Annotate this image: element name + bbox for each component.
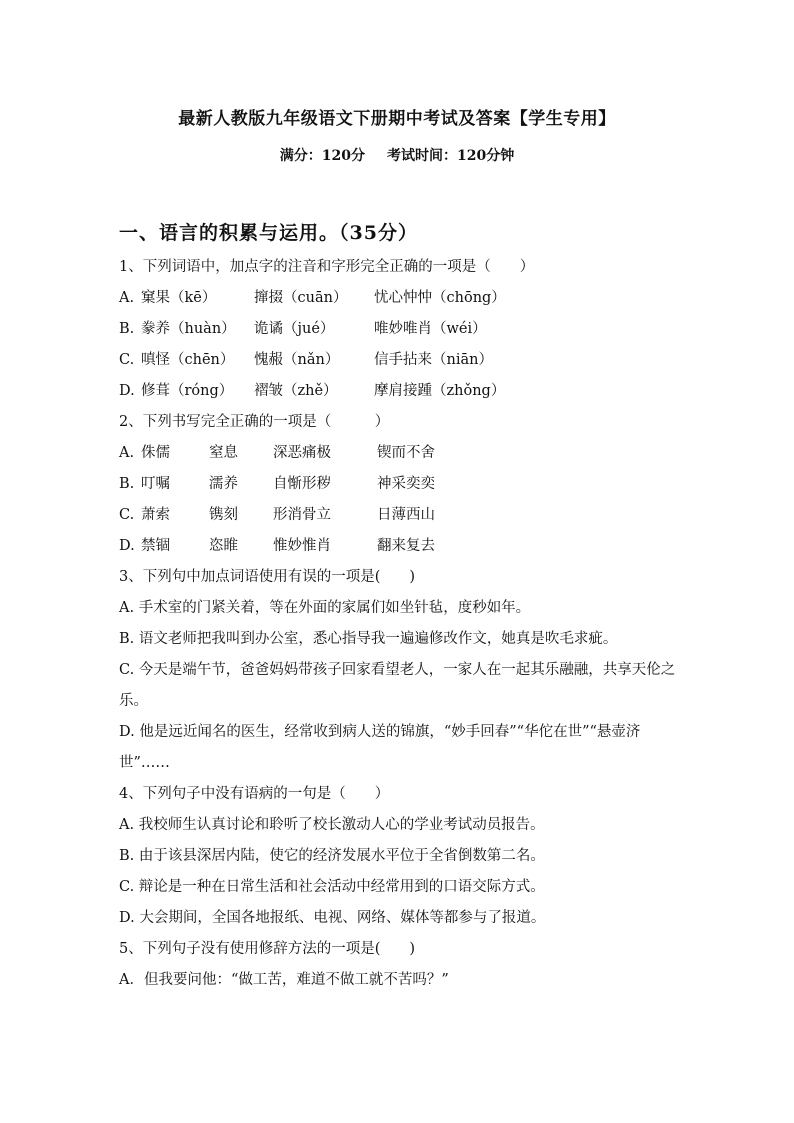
question-5-option-a: A．但我要问他：“做工苦，难道不做工就不苦吗？” <box>119 972 449 988</box>
document-title: 最新人教版九年级语文下册期中考试及答案【学生专用】 <box>178 109 616 129</box>
option-term: 锲而不舍 <box>377 445 435 461</box>
question-2-option-b <box>119 469 679 500</box>
question-1-option-d <box>119 376 679 407</box>
option-term: 修葺（róng） <box>141 383 234 399</box>
question-5-stem: 5、下列句子没有使用修辞方法的一项是( ) <box>119 941 416 957</box>
question-2-option-c <box>119 500 679 531</box>
question-3-option-d: D. 他是远近闻名的医生，经常收到病人送的锦旗，“妙手回春”“华佗在世”“悬壶济世”…… <box>119 724 641 771</box>
option-term: 唯妙唯肖（wéi） <box>374 321 487 337</box>
option-term: 神采奕奕 <box>377 476 435 492</box>
option-term: 叮嘱 <box>141 476 170 492</box>
option-term: 深恶痛极 <box>273 445 331 461</box>
section-heading: 一、语言的积累与运用。（35分） <box>119 222 418 244</box>
question-4-stem: 4、下列句子中没有语病的一句是（ ） <box>119 786 390 802</box>
question-list <box>119 252 679 996</box>
question-4-option-c: C. 辩论是一种在日常生活和社会活动中经常用到的口语交际方式。 <box>119 879 545 895</box>
question-2-option-d <box>119 531 679 562</box>
option-term: 褶皱（zhě） <box>254 383 338 399</box>
option-term: 窠果（kē） <box>141 290 217 306</box>
question-2-option-a <box>119 438 679 469</box>
option-term: 愧赧（nǎn） <box>254 352 340 368</box>
option-term: 萧索 <box>141 507 170 523</box>
option-term: 诡谲（jué） <box>254 321 335 337</box>
option-label: B. <box>119 476 135 492</box>
option-label: D. <box>119 538 135 554</box>
option-term: 摩肩接踵（zhǒng） <box>374 383 506 399</box>
option-term: 自惭形秽 <box>273 476 331 492</box>
question-4-option-a: A. 我校师生认真讨论和聆听了校长激动人心的学业考试动员报告。 <box>119 817 545 833</box>
option-term: 侏儒 <box>141 445 170 461</box>
option-term: 恣睢 <box>209 538 238 554</box>
question-3-option-a: A. 手术室的门紧关着，等在外面的家属们如坐针毡，度秒如年。 <box>119 600 531 616</box>
option-term: 日薄西山 <box>377 507 435 523</box>
option-label: C. <box>119 507 135 523</box>
option-term: 窒息 <box>209 445 238 461</box>
option-term: 镌刻 <box>209 507 238 523</box>
option-label: C. <box>119 352 135 368</box>
question-1-option-b <box>119 314 679 345</box>
option-term: 濡养 <box>209 476 238 492</box>
option-term: 撺掇（cuān） <box>254 290 348 306</box>
question-3-option-c: C. 今天是端午节，爸爸妈妈带孩子回家看望老人，一家人在一起其乐融融，共享天伦之乐。 <box>119 662 676 709</box>
option-label: A. <box>119 445 135 461</box>
question-3-stem: 3、下列句中加点词语使用有误的一项是( ) <box>119 569 416 585</box>
option-term: 形消骨立 <box>273 507 331 523</box>
question-3-option-b: B. 语文老师把我叫到办公室，悉心指导我一遍遍修改作文，她真是吹毛求疵。 <box>119 631 618 647</box>
exam-meta <box>0 145 794 165</box>
exam-time: 考试时间：120分钟 <box>387 148 515 164</box>
question-2-stem: 2、下列书写完全正确的一项是（ ） <box>119 414 390 430</box>
question-1-option-c <box>119 345 679 376</box>
question-1-stem: 1、下列词语中，加点字的注音和字形完全正确的一项是（ ） <box>119 259 535 275</box>
option-term: 惟妙惟肖 <box>273 538 331 554</box>
option-label: B. <box>119 321 135 337</box>
option-term: 信手拈来（niān） <box>374 352 493 368</box>
option-label: D. <box>119 383 135 399</box>
option-term: 嗔怪（chēn） <box>141 352 235 368</box>
option-term: 豢养（huàn） <box>141 321 236 337</box>
option-term: 翻来复去 <box>377 538 435 554</box>
option-term: 禁锢 <box>141 538 170 554</box>
question-4-option-b: B. 由于该县深居内陆，使它的经济发展水平位于全省倒数第二名。 <box>119 848 545 864</box>
question-1-option-a <box>119 283 679 314</box>
option-term: 忧心忡忡（chōng） <box>374 290 506 306</box>
question-4-option-d: D. 大会期间，全国各地报纸、电视、网络、媒体等都参与了报道。 <box>119 910 546 926</box>
option-label: A. <box>119 290 135 306</box>
full-score: 满分：120分 <box>279 148 365 164</box>
